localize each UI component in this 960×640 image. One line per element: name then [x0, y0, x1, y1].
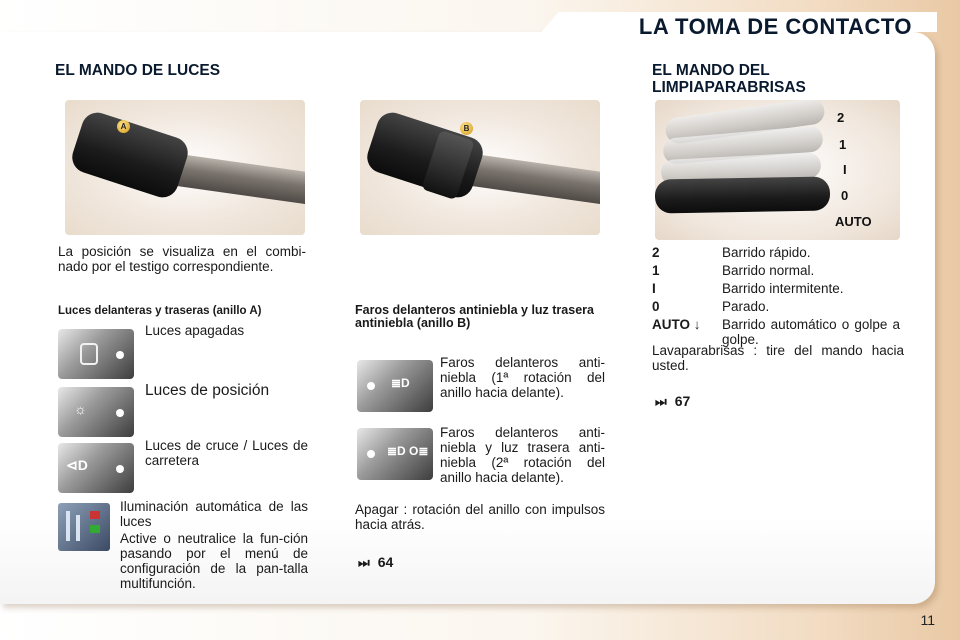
indicator-caption: La posición se visualiza en el combi-nado por el testigo correspondiente.	[58, 244, 306, 274]
ring-a-badge: A	[117, 120, 130, 133]
fog-lamp-icon: ≣D	[391, 376, 410, 390]
front-fog-label: Faros delanteros anti-niebla (1ª rotación del anillo hacia delante).	[440, 355, 605, 400]
position-label-i: I	[843, 162, 847, 177]
ring-b-badge: B	[460, 122, 473, 135]
list-item: 2 Barrido rápido.	[652, 245, 811, 260]
multifunction-screen-icon	[58, 503, 110, 551]
indicator-dot	[116, 351, 124, 359]
auto-lighting-body: Active o neutralice la fun-ción pasando por el menú de configuración de la pan-talla multifunción.	[120, 531, 308, 591]
front-rear-fog-icon	[357, 428, 433, 480]
fog-off-text: Apagar : rotación del anillo con impulsos hacia atrás.	[355, 502, 605, 532]
list-item: 1 Barrido normal.	[652, 263, 815, 278]
position-lights-icon	[58, 387, 134, 437]
skip-forward-icon: ⏭	[655, 394, 667, 409]
light-stalk-photo-a	[65, 100, 305, 235]
flag-icon	[90, 525, 100, 533]
page-reference-64[interactable]	[358, 554, 393, 571]
fog-lamp-icon: ≣D O≣	[387, 444, 429, 458]
washer-text: Lavaparabrisas : tire del mando hacia usted.	[652, 343, 904, 373]
headlight-icon: ⊲D	[66, 457, 88, 473]
position-label-auto: AUTO	[835, 214, 872, 229]
skip-forward-icon: ⏭	[358, 555, 370, 570]
section-heading-lights: EL MANDO DE LUCES	[55, 62, 221, 79]
position-label-0: 0	[841, 188, 849, 203]
auto-lighting-title: Iluminación automática de las luces	[120, 499, 308, 529]
front-fog-icon	[357, 360, 433, 412]
reference-page-number: 67	[674, 393, 691, 409]
page-title: LA TOMA DE CONTACTO	[638, 14, 912, 39]
dipped-main-beam-icon	[58, 443, 134, 493]
list-item: AUTO ↓ Barrido automático o golpe a golpe.	[652, 317, 900, 347]
lights-off-label: Luces apagadas	[145, 323, 245, 338]
indicator-dot	[367, 450, 375, 458]
wiper-positions-list	[652, 245, 904, 355]
list-item: 0 Parado.	[652, 299, 770, 314]
dipped-main-beam-label: Luces de cruce / Luces de carretera	[145, 438, 308, 468]
flag-icon	[90, 511, 100, 519]
indicator-dot	[367, 382, 375, 390]
wiper-stalk-photo	[655, 100, 900, 240]
list-item: I Barrido intermitente.	[652, 281, 844, 296]
light-stalk-photo-b	[360, 100, 600, 235]
wiper-stalk	[655, 176, 830, 213]
reference-page-number: 64	[377, 554, 394, 570]
knob-icon	[80, 343, 98, 365]
indicator-dot	[116, 465, 124, 473]
stalk-tip	[68, 109, 192, 202]
indicator-dot	[116, 409, 124, 417]
position-label-2: 2	[837, 110, 845, 125]
sun-icon: ☼	[74, 401, 87, 417]
position-label-1: 1	[839, 137, 847, 152]
section-heading-wipers: EL MANDO DEL LIMPIAPARABRISAS	[652, 62, 806, 96]
bar-icon	[66, 511, 70, 541]
page-number: 11	[920, 612, 935, 628]
lights-off-icon	[58, 329, 134, 379]
bar-icon	[76, 515, 80, 541]
page-reference-67[interactable]	[655, 393, 690, 410]
position-lights-label: Luces de posición	[145, 382, 270, 399]
ring-a-heading: Luces delanteras y traseras (anillo A)	[58, 305, 262, 317]
front-rear-fog-label: Faros delanteros anti-niebla y luz trasera anti-niebla (2ª rotación del anillo hacia delante).	[440, 425, 605, 485]
ring-b-heading: Faros delanteros antiniebla y luz trasera antiniebla (anillo B)	[355, 303, 594, 330]
